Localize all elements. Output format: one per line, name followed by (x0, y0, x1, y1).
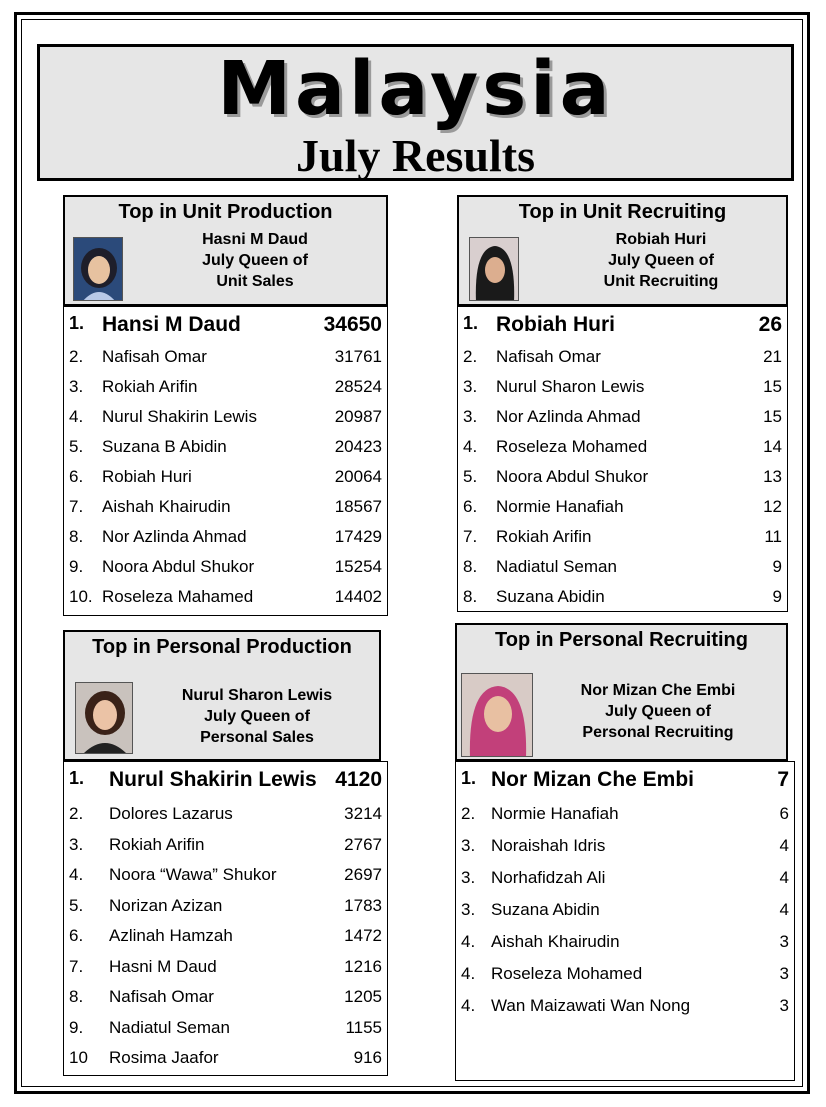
score-value: 17429 (334, 527, 382, 546)
list-row (458, 343, 787, 373)
list-row (64, 922, 387, 952)
score-value: 20423 (334, 437, 382, 456)
member-name: Rokiah Arifin (102, 377, 198, 396)
unit-recruiting-header (457, 195, 788, 306)
rank-number: 3. (461, 900, 476, 919)
portrait-photo-icon (75, 682, 133, 754)
rank-number: 3. (461, 868, 476, 887)
score-value: 14402 (334, 587, 382, 606)
unit-production-queen-line2: Unit Sales (216, 273, 294, 290)
member-name: Nadiatul Seman (496, 557, 617, 576)
personal-recruiting-queen-line1: July Queen of (605, 703, 711, 720)
list-row (64, 861, 387, 891)
rank-number: 8. (463, 587, 478, 606)
list-row (64, 493, 387, 523)
rank-number: 5. (69, 437, 84, 456)
page-title: Malaysia (217, 46, 614, 132)
unit-recruiting-queen-line2: Unit Recruiting (603, 273, 719, 290)
rank-number: 9. (69, 557, 84, 576)
member-name: Aishah Khairudin (102, 497, 231, 516)
score-value: 1472 (344, 926, 382, 945)
score-value: 2767 (344, 834, 382, 854)
list-row (64, 553, 387, 583)
score-value: 20987 (334, 407, 382, 426)
list-row (64, 983, 387, 1013)
score-value: 12 (763, 497, 782, 516)
member-name: Nadiatul Seman (109, 1017, 230, 1037)
rank-number: 4. (463, 437, 478, 456)
score-value: 15254 (334, 557, 382, 576)
score-value: 9 (772, 557, 782, 576)
score-value: 26 (758, 313, 782, 336)
score-value: 20064 (334, 467, 382, 486)
unit-recruiting-list (457, 306, 788, 612)
unit-production-list (63, 306, 388, 616)
list-row (64, 343, 387, 373)
list-row (64, 892, 387, 922)
unit-production-header (63, 195, 388, 306)
list-row (64, 800, 387, 830)
personal-production-list (63, 761, 388, 1076)
list-row (64, 831, 387, 861)
rank-number: 6. (69, 467, 84, 486)
rank-number: 1. (461, 768, 477, 788)
list-row (64, 583, 387, 613)
list-row (64, 1014, 387, 1044)
personal-production-winner: Nurul Sharon Lewis (181, 687, 333, 704)
rank-number: 2. (69, 347, 84, 366)
member-name: Nafisah Omar (496, 347, 601, 366)
rank-number: 7. (69, 497, 84, 516)
score-value: 1216 (344, 956, 382, 976)
rank-number: 4. (461, 932, 476, 951)
unit-production-heading: Top in Unit Production (118, 201, 333, 223)
member-name: Dolores Lazarus (109, 804, 233, 823)
portrait-photo-icon (461, 673, 533, 757)
score-value: 3 (779, 932, 789, 951)
member-name: Nor Mizan Che Embi (491, 768, 695, 791)
member-name: Roseleza Mahamed (102, 587, 254, 606)
member-name: Noora Abdul Shukor (496, 467, 649, 486)
member-name: Nor Azlinda Ahmad (496, 407, 641, 426)
rank-number: 8. (463, 557, 478, 576)
rank-number: 1. (69, 313, 85, 333)
page-subtitle: July Results (296, 130, 535, 181)
member-name: Rosima Jaafor (109, 1048, 219, 1067)
personal-recruiting-winner: Nor Mizan Che Embi (580, 682, 736, 699)
rank-number: 4. (69, 407, 84, 426)
personal-production-heading: Top in Personal Production (92, 636, 352, 658)
rank-number: 4. (69, 865, 84, 884)
rank-number: 7. (463, 527, 478, 546)
member-name: Norhafidzah Ali (491, 868, 606, 887)
rank-number: 3. (463, 377, 478, 396)
score-value: 14 (763, 437, 782, 456)
rank-number: 6. (69, 926, 84, 945)
list-row (456, 832, 794, 862)
rank-number: 1. (69, 768, 85, 788)
score-value: 31761 (334, 347, 382, 366)
list-row (458, 433, 787, 463)
list-row (64, 523, 387, 553)
score-value: 18567 (334, 497, 382, 516)
rank-number: 5. (463, 467, 478, 486)
score-value: 28524 (334, 377, 382, 396)
personal-recruiting-queen-line2: Personal Recruiting (582, 724, 734, 741)
rank-number: 3. (69, 377, 84, 396)
rank-number: 5. (69, 895, 84, 915)
list-row (64, 953, 387, 983)
list-row (64, 373, 387, 403)
member-name: Noora “Wawa” Shukor (109, 865, 277, 884)
rank-number: 7. (69, 956, 84, 976)
list-row (458, 463, 787, 493)
personal-production-queen-line2: Personal Sales (200, 729, 314, 746)
score-value: 13 (763, 467, 782, 486)
score-value: 1783 (344, 895, 382, 915)
rank-number: 10. (69, 587, 93, 606)
list-row (64, 309, 387, 339)
score-value: 34650 (323, 313, 382, 336)
member-name: Robiah Huri (102, 467, 192, 486)
rank-number: 10 (69, 1048, 88, 1067)
score-value: 6 (779, 804, 789, 823)
list-row (456, 800, 794, 830)
list-row (64, 764, 387, 794)
list-row (458, 583, 787, 613)
member-name: Rokiah Arifin (109, 834, 205, 854)
score-value: 9 (772, 587, 782, 606)
list-row (458, 309, 787, 339)
rank-number: 3. (461, 836, 476, 855)
unit-recruiting-winner: Robiah Huri (615, 231, 707, 248)
list-row (458, 553, 787, 583)
rank-number: 9. (69, 1017, 84, 1037)
rank-number: 3. (463, 407, 478, 426)
member-name: Suzana Abidin (491, 900, 600, 919)
list-row (456, 992, 794, 1022)
list-row (458, 373, 787, 403)
personal-recruiting-list (455, 761, 795, 1081)
list-row (456, 764, 794, 794)
list-row (64, 1044, 387, 1074)
score-value: 4 (779, 900, 789, 919)
personal-recruiting-header (455, 623, 788, 761)
member-name: Noora Abdul Shukor (102, 557, 255, 576)
member-name: Rokiah Arifin (496, 527, 592, 546)
member-name: Nurul Shakirin Lewis (109, 768, 317, 791)
member-name: Nurul Shakirin Lewis (102, 407, 257, 426)
rank-number: 4. (461, 964, 476, 983)
list-row (456, 960, 794, 990)
member-name: Nafisah Omar (109, 987, 214, 1006)
personal-production-queen-line1: July Queen of (204, 708, 310, 725)
score-value: 21 (763, 347, 782, 366)
list-row (458, 493, 787, 523)
rank-number: 8. (69, 527, 84, 546)
member-name: Nafisah Omar (102, 347, 207, 366)
member-name: Normie Hanafiah (496, 497, 624, 516)
member-name: Robiah Huri (496, 313, 615, 336)
list-row (64, 463, 387, 493)
rank-number: 8. (69, 987, 84, 1006)
list-row (456, 896, 794, 926)
list-row (64, 403, 387, 433)
score-value: 2697 (344, 865, 382, 884)
rank-number: 3. (69, 834, 84, 854)
personal-production-header (63, 630, 381, 761)
unit-production-queen-line1: July Queen of (202, 252, 308, 269)
member-name: Roseleza Mohamed (491, 964, 643, 983)
score-value: 15 (763, 377, 782, 396)
list-row (456, 928, 794, 958)
rank-number: 6. (463, 497, 478, 516)
list-row (64, 433, 387, 463)
score-value: 15 (763, 407, 782, 426)
member-name: Suzana Abidin (496, 587, 605, 606)
score-value: 1155 (345, 1017, 382, 1037)
score-value: 1205 (344, 987, 382, 1006)
score-value: 4120 (335, 768, 382, 791)
score-value: 916 (353, 1048, 382, 1067)
member-name: Azlinah Hamzah (109, 926, 233, 945)
rank-number: 2. (463, 347, 478, 366)
rank-number: 4. (461, 996, 476, 1015)
member-name: Noraishah Idris (491, 836, 606, 855)
member-name: Hasni M Daud (109, 956, 217, 976)
personal-recruiting-heading: Top in Personal Recruiting (495, 629, 748, 651)
list-row (458, 523, 787, 553)
member-name: Suzana B Abidin (102, 437, 227, 456)
title-banner (37, 44, 794, 181)
score-value: 3214 (344, 804, 382, 823)
rank-number: 2. (69, 804, 84, 823)
member-name: Wan Maizawati Wan Nong (491, 996, 691, 1015)
member-name: Nurul Sharon Lewis (496, 377, 645, 396)
member-name: Hansi M Daud (102, 313, 241, 336)
rank-number: 1. (463, 313, 479, 333)
portrait-photo-icon (469, 237, 519, 301)
rank-number: 2. (461, 804, 476, 823)
score-value: 4 (779, 836, 789, 855)
score-value: 3 (779, 964, 789, 983)
score-value: 4 (779, 868, 789, 887)
list-row (456, 864, 794, 894)
list-row (458, 403, 787, 433)
portrait-photo-icon (73, 237, 123, 301)
member-name: Aishah Khairudin (491, 932, 620, 951)
unit-recruiting-heading: Top in Unit Recruiting (518, 201, 727, 223)
score-value: 11 (764, 527, 782, 546)
unit-recruiting-queen-line1: July Queen of (608, 252, 714, 269)
score-value: 3 (779, 996, 789, 1015)
member-name: Nor Azlinda Ahmad (102, 527, 247, 546)
score-value: 7 (777, 768, 789, 791)
unit-production-winner: Hasni M Daud (202, 231, 308, 248)
member-name: Roseleza Mohamed (496, 437, 648, 456)
member-name: Norizan Azizan (109, 895, 223, 915)
member-name: Normie Hanafiah (491, 804, 619, 823)
